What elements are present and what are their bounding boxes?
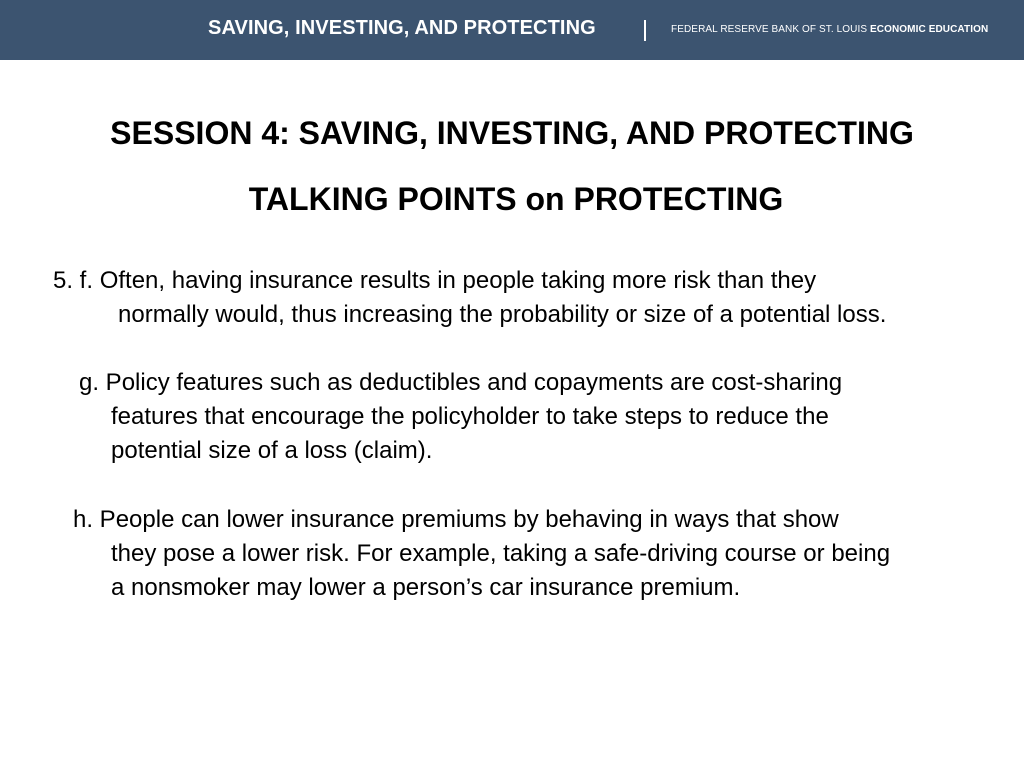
point-g-line-3: potential size of a loss (claim). — [111, 437, 433, 464]
session-title: SESSION 4: SAVING, INVESTING, AND PROTECTING — [110, 115, 914, 151]
point-f-line-2: normally would, thus increasing the probability or size of a potential loss. — [118, 301, 887, 328]
header-organization — [671, 24, 988, 35]
point-h-line-2: they pose a lower risk. For example, taking a safe-driving course or being — [111, 540, 891, 567]
header-title: SAVING, INVESTING, AND PROTECTING — [208, 17, 596, 39]
point-h-line-3: a nonsmoker may lower a person’s car insurance premium. — [111, 574, 741, 601]
point-g-line-2: features that encourage the policyholder to take steps to reduce the — [111, 403, 829, 430]
point-g-line-1: g. Policy features such as deductibles and copayments are cost-sharing — [79, 369, 843, 396]
point-f-line-1: 5. f. Often, having insurance results in people taking more risk than they — [53, 267, 817, 294]
talking-points-title: TALKING POINTS on PROTECTING — [248, 181, 784, 217]
point-h-line-1: h. People can lower insurance premiums by behaving in ways that show — [73, 506, 839, 533]
header-divider — [644, 20, 646, 41]
header-org-name: FEDERAL RESERVE BANK OF ST. LOUIS — [671, 24, 871, 35]
header-org-department: ECONOMIC EDUCATION — [870, 24, 989, 35]
header-bar — [0, 0, 1024, 60]
